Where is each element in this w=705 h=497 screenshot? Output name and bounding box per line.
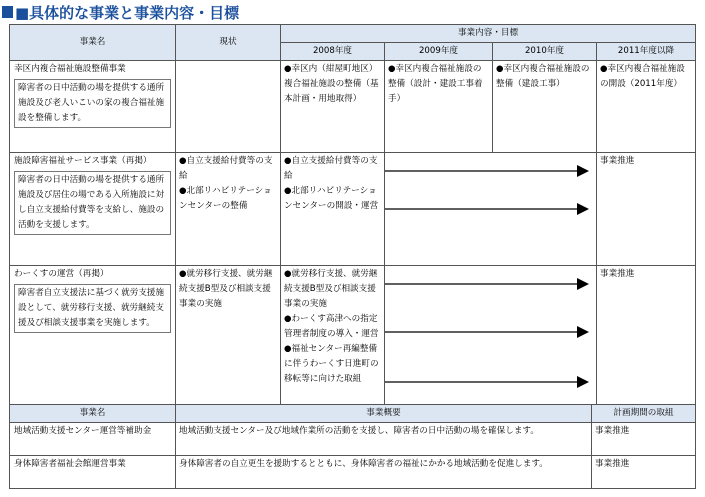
table-row xyxy=(10,266,696,421)
header-project: 事業名 xyxy=(10,25,176,61)
arrowhead-icon xyxy=(577,278,589,290)
arrowhead-icon xyxy=(577,203,589,215)
plan-status: 事業推進 xyxy=(592,423,696,456)
project-overview: 地域活動支援センター及び地域作業所の活動を支援し、障害者の日中活動の場を確保します。 xyxy=(176,423,592,456)
y2008-cell xyxy=(281,61,385,153)
goal-item: 事業推進 xyxy=(600,269,635,279)
project-cell xyxy=(10,61,176,153)
section-heading xyxy=(2,2,239,22)
y2009-cell xyxy=(385,61,493,153)
y2011-cell xyxy=(597,266,696,421)
continuation-arrows xyxy=(385,153,588,266)
table-row xyxy=(10,153,696,266)
project-cell xyxy=(10,153,176,266)
continuation-cell xyxy=(385,266,597,421)
current-cell xyxy=(176,266,281,421)
plan-status: 事業推進 xyxy=(592,456,696,489)
y2010-cell xyxy=(493,61,597,153)
project-cell xyxy=(10,266,176,421)
table-row xyxy=(10,61,696,153)
goal-item: ●幸区内複合福祉施設の開設（2011年度） xyxy=(600,64,685,89)
goal-item: ●北部リハビリテーションセンターの開設・運営 xyxy=(284,186,379,211)
project-name: 身体障害者福祉会館運営事業 xyxy=(10,456,176,489)
header-overview: 事業概要 xyxy=(176,405,592,423)
goal-item: ●わーくす高津への指定管理者制度の導入・運営 xyxy=(284,314,379,339)
header-goals: 事業内容・目標 xyxy=(281,25,696,43)
goal-item: ●福祉センター再編整備に伴うわーくす日進町の移転等に向けた取組 xyxy=(284,344,379,384)
y2008-cell xyxy=(281,266,385,421)
header-2008: 2008年度 xyxy=(281,43,385,61)
square-bullet-icon xyxy=(2,6,13,18)
goal-item: 事業推進 xyxy=(600,156,635,166)
project-name: 施設障害福祉サービス事業（再掲） xyxy=(14,156,152,166)
y2011-cell xyxy=(597,153,696,266)
project-goals-table xyxy=(9,24,696,421)
y2008-cell xyxy=(281,153,385,266)
section-title: ■具体的な事業と事業内容・目標 xyxy=(15,3,240,22)
project-description: 障害者の日中活動の場を提供する通所施設及び居住の場である入所施設に対し自立支援給付費等を支給し、施設の活動を支援します。 xyxy=(14,171,171,235)
project-description: 障害者の日中活動の場を提供する通所施設及び老人いこいの家の複合福祉施設を整備します。 xyxy=(14,79,171,128)
header-2009: 2009年度 xyxy=(385,43,493,61)
header-plan: 計画期間の取組 xyxy=(592,405,696,423)
project-name: 地域活動支援センター運営等補助金 xyxy=(10,423,176,456)
status-item: ●北部リハビリテーションセンターの整備 xyxy=(179,186,272,211)
status-item: ●就労移行支援、就労継続支援B型及び相談支援事業の実施 xyxy=(179,269,273,309)
current-cell xyxy=(176,153,281,266)
header-project: 事業名 xyxy=(10,405,176,423)
arrowhead-icon xyxy=(577,165,589,177)
header-2010: 2010年度 xyxy=(493,43,597,61)
header-2011-onward: 2011年度以降 xyxy=(597,43,696,61)
other-projects-table xyxy=(9,404,696,489)
goal-item: ●幸区内複合福祉施設の整備（設計・建設工事着手） xyxy=(388,64,483,104)
project-description: 障害者自立支援法に基づく就労支援施設として、就労移行支援、就労継続支援及び相談支援事業を実施します。 xyxy=(14,284,171,333)
y2011-cell xyxy=(597,61,696,153)
table-row xyxy=(10,423,696,456)
header-current: 現状 xyxy=(176,25,281,61)
table-row xyxy=(10,456,696,489)
status-item: ●自立支援給付費等の支給 xyxy=(179,156,273,181)
arrowhead-icon xyxy=(577,376,589,388)
project-name: 幸区内複合福祉施設整備事業 xyxy=(14,64,126,74)
continuation-cell xyxy=(385,153,597,266)
goal-item: ●就労移行支援、就労継続支援B型及び相談支援事業の実施 xyxy=(284,269,378,309)
project-overview: 身体障害者の自立更生を援助するとともに、身体障害者の福祉にかかる地域活動を促進します。 xyxy=(176,456,592,489)
goal-item: ●幸区内複合福祉施設の整備（建設工事） xyxy=(496,64,590,89)
goal-item: ●自立支援給付費等の支給 xyxy=(284,156,378,181)
goal-item: ●幸区内（紺屋町地区）複合福祉施設の整備（基本計画・用地取得） xyxy=(284,64,379,104)
continuation-arrows xyxy=(385,266,588,421)
arrowhead-icon xyxy=(577,326,589,338)
current-cell xyxy=(176,61,281,153)
project-name: わーくすの運営（再掲） xyxy=(14,269,109,279)
